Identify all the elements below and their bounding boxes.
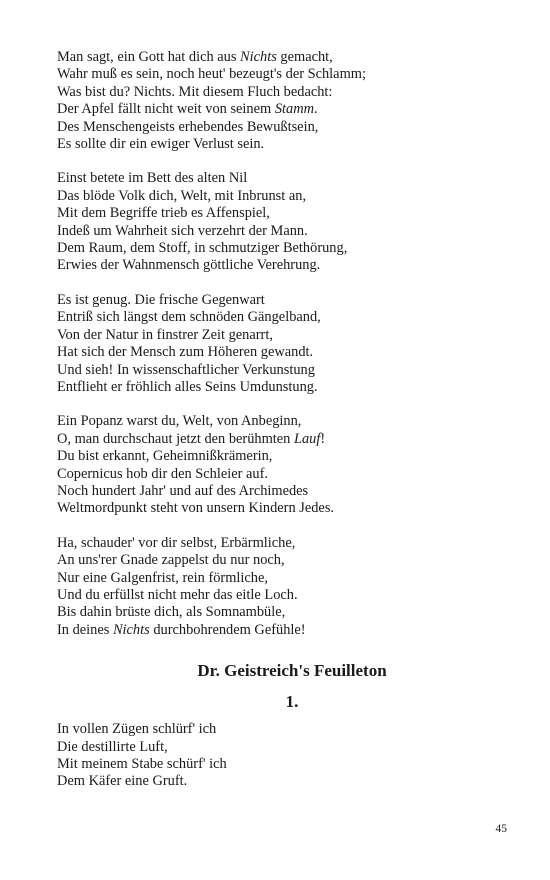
verse-line bbox=[57, 327, 507, 344]
verse-text: An uns'rer Gnade zappelst du nur noch, bbox=[57, 552, 285, 569]
verse-line bbox=[57, 413, 507, 430]
verse-line bbox=[57, 257, 507, 274]
verse-line bbox=[57, 188, 507, 205]
verse-text: Von der Natur in finstrer Zeit genarrt, bbox=[57, 326, 273, 343]
stanza bbox=[57, 535, 507, 639]
stanza bbox=[57, 292, 507, 396]
verse-text: . bbox=[314, 101, 318, 118]
verse-line bbox=[57, 552, 507, 569]
verse-line bbox=[57, 379, 507, 396]
verse-text: Nur eine Galgenfrist, rein förmliche, bbox=[57, 569, 268, 586]
verse-line bbox=[57, 604, 507, 621]
poem-stanzas bbox=[57, 49, 507, 639]
verse-line bbox=[57, 205, 507, 222]
verse-line bbox=[57, 292, 507, 309]
verse-text: O, man durchschaut jetzt den berühmten bbox=[57, 430, 294, 447]
verse-text: In deines bbox=[57, 621, 113, 638]
verse-text: Der Apfel fällt nicht weit von seinem bbox=[57, 101, 275, 118]
stanza bbox=[57, 413, 507, 517]
verse-line bbox=[57, 500, 507, 517]
verse-line bbox=[57, 344, 507, 361]
verse-line bbox=[57, 587, 507, 604]
verse-line: Die destillirte Luft, bbox=[57, 738, 168, 755]
verse-line bbox=[57, 483, 507, 500]
verse-text: Entriß sich längst dem schnöden Gängelband, bbox=[57, 309, 321, 326]
verse-text: Ein Popanz warst du, Welt, von Anbeginn, bbox=[57, 413, 302, 430]
verse-text: Des Menschengeists erhebendes Bewußtsein, bbox=[57, 118, 319, 135]
verse-text: Du bist erkannt, Geheimnißkrämerin, bbox=[57, 448, 273, 465]
verse-emphasis: Nichts bbox=[112, 621, 150, 638]
verse-text: Das blöde Volk dich, Welt, mit Inbrunst an, bbox=[57, 187, 307, 204]
verse-text: Mit dem Begriffe trieb es Affenspiel, bbox=[57, 205, 270, 222]
verse-line bbox=[57, 622, 507, 639]
verse-line bbox=[57, 119, 507, 136]
verse-line bbox=[57, 84, 507, 101]
verse-text: Copernicus hob dir den Schleier auf. bbox=[57, 465, 269, 482]
verse-emphasis: Stamm bbox=[274, 101, 314, 118]
verse-text: Wahr muß es sein, noch heut' bezeugt's der Schlamm; bbox=[57, 66, 366, 83]
verse-line bbox=[57, 448, 507, 465]
verse-text: Noch hundert Jahr' und auf des Archimedes bbox=[57, 482, 309, 499]
verse-line bbox=[57, 362, 507, 379]
verse-line: In vollen Zügen schlürf' ich bbox=[57, 721, 217, 738]
verse-text: Bis dahin brüste dich, als Somnambüle, bbox=[57, 604, 286, 621]
section-number: 1. bbox=[285, 692, 299, 712]
verse-text: Weltmordpunkt steht von unsern Kindern Jedes. bbox=[57, 500, 335, 517]
verse-text: Man sagt, ein Gott hat dich aus bbox=[57, 49, 241, 65]
verse-line bbox=[57, 223, 507, 240]
verse-line bbox=[57, 570, 507, 587]
verse-text: Indeß um Wahrheit sich verzehrt der Mann. bbox=[57, 222, 308, 239]
verse-text: Es sollte dir ein ewiger Verlust sein. bbox=[57, 136, 265, 153]
stanza bbox=[57, 49, 507, 153]
verse-text: gemacht, bbox=[276, 49, 333, 65]
verse-line bbox=[57, 466, 507, 483]
verse-line bbox=[57, 66, 507, 83]
verse-emphasis: Lauf bbox=[293, 430, 321, 447]
final-stanza bbox=[57, 721, 507, 791]
verse-text: Was bist du? Nichts. Mit diesem Fluch bedacht: bbox=[57, 83, 333, 100]
verse-line: Mit meinem Stabe schürf' ich bbox=[57, 756, 227, 772]
page-number: 45 bbox=[495, 823, 507, 835]
verse-line bbox=[57, 136, 507, 153]
verse-line: Dem Käfer eine Gruft. bbox=[57, 773, 188, 790]
verse-line bbox=[57, 309, 507, 326]
verse-text: Entflieht er fröhlich alles Seins Umdunstung. bbox=[57, 378, 318, 395]
verse-text: Und du erfüllst nicht mehr das eitle Loch. bbox=[57, 586, 298, 603]
page-body bbox=[57, 49, 507, 808]
verse-text: Und sieh! In wissenschaftlicher Verkunstung bbox=[57, 361, 315, 378]
verse-emphasis: Nichts bbox=[240, 49, 277, 65]
verse-line bbox=[57, 535, 507, 552]
verse-text: Dem Raum, dem Stoff, in schmutziger Bethörung, bbox=[57, 240, 348, 257]
verse-text: Hat sich der Mensch zum Höheren gewandt. bbox=[57, 344, 314, 361]
verse-line bbox=[57, 240, 507, 257]
verse-line bbox=[57, 431, 507, 448]
verse-text: Ha, schauder' vor dir selbst, Erbärmliche, bbox=[57, 534, 296, 551]
verse-line bbox=[57, 49, 507, 66]
verse-text: ! bbox=[320, 430, 326, 447]
verse-text: Es ist genug. Die frische Gegenwart bbox=[57, 291, 265, 308]
verse-line bbox=[57, 170, 507, 187]
stanza bbox=[57, 170, 507, 274]
section-title: Dr. Geistreich's Feuilleton bbox=[197, 661, 387, 681]
verse-text: durchbohrendem Gefühle! bbox=[149, 621, 306, 638]
verse-text: Einst betete im Bett des alten Nil bbox=[57, 170, 248, 187]
verse-text: Erwies der Wahnmensch göttliche Verehrung. bbox=[57, 257, 321, 274]
verse-line bbox=[57, 101, 507, 118]
